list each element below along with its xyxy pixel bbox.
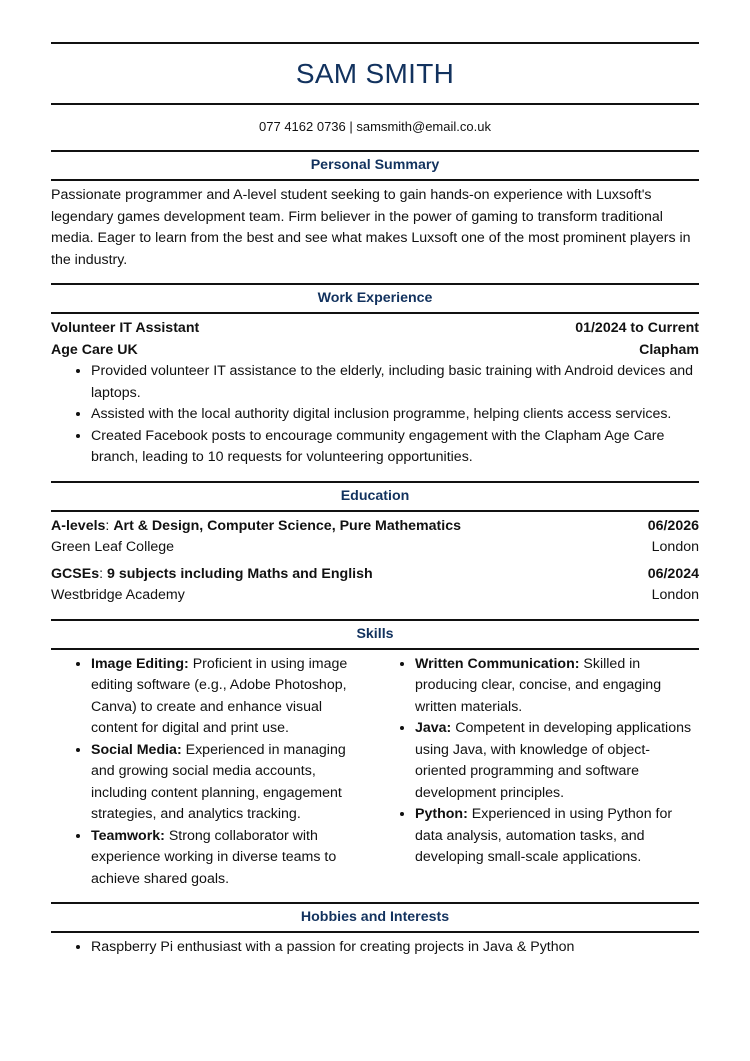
skill-name: Teamwork: xyxy=(91,827,165,844)
section-heading-summary: Personal Summary xyxy=(51,150,699,181)
education-entry: GCSEs: 9 subjects including Maths and English 06/2024 Westbridge Academy London xyxy=(51,564,699,607)
skill-desc: Strong collaborator with experience working in diverse teams to achieve shared goals. xyxy=(91,827,337,887)
skill-item xyxy=(415,718,695,804)
qualification: GCSEs xyxy=(51,565,100,582)
skill-name: Java: xyxy=(415,720,452,736)
skill-desc: Competent in developing applications using Java, with knowledge of object-oriented programming and software development principles. xyxy=(415,720,692,801)
skill-item xyxy=(91,654,371,740)
skill-desc: Skilled in producing clear, concise, and engaging written materials. xyxy=(415,655,662,715)
job-location: Clapham xyxy=(639,341,699,358)
skill-desc: Experienced in using Python for data analysis, automation tasks, and developing small-scale applications. xyxy=(415,806,673,865)
section-heading-work: Work Experience xyxy=(51,283,699,314)
skill-name: Python: xyxy=(415,806,468,822)
skills-right-column xyxy=(375,654,699,891)
skill-name: Image Editing: xyxy=(91,655,189,672)
section-heading-skills: Skills xyxy=(51,619,699,650)
section-heading-hobbies: Hobbies and Interests xyxy=(51,902,699,933)
job-dates: 01/2024 to Current xyxy=(575,320,699,336)
job-company: Age Care UK xyxy=(51,341,138,358)
skill-name: Written Communication: xyxy=(415,655,580,672)
section-heading-education: Education xyxy=(51,481,699,512)
education-date: 06/2024 xyxy=(647,565,699,582)
job-entry xyxy=(51,318,699,469)
list-item: • Assisted with the local authority digital inclusion programme, helping clients access services. xyxy=(91,404,699,426)
skill-desc: Proficient in using image editing software (e.g., Adobe Photoshop, Canva) to create and enhance visual content for digital and print use. xyxy=(91,655,348,736)
skill-name: Social Media: xyxy=(91,741,182,758)
skill-item xyxy=(91,826,371,891)
skill-item xyxy=(415,804,695,869)
contact-line xyxy=(51,105,699,150)
subjects: 9 subjects including Maths and English xyxy=(107,565,373,582)
education-entry: A-levels: Art & Design, Computer Science, Pure Mathematics 06/2026 Green Leaf College London xyxy=(51,516,699,559)
list-item: • Created Facebook posts to encourage community engagement with the Clapham Age Care branch, leading to 10 requests for volunteering opportunities. xyxy=(91,426,699,469)
candidate-name: SAM SMITH xyxy=(295,58,455,89)
resume-page xyxy=(51,0,699,959)
summary-text: Passionate programmer and A-level student seeking to gain hands-on experience with Luxsoft's legendary games development team. Firm believer in the power of gaming to transform traditional media. Eager to learn from the best and see what makes Luxsoft one of the most prominent players in the industry. xyxy=(51,187,691,268)
subjects: Art & Design, Computer Science, Pure Mathematics xyxy=(113,517,461,534)
skills-columns xyxy=(51,654,699,891)
list-item: • Raspberry Pi enthusiast with a passion for creating projects in Java & Python xyxy=(91,937,699,959)
school-location: London xyxy=(651,539,699,555)
skill-item xyxy=(415,654,695,719)
list-item: • Provided volunteer IT assistance to the elderly, including basic training with Android devices and laptops. xyxy=(91,361,699,404)
school-name: Green Leaf College xyxy=(51,539,175,555)
job-title: Volunteer IT Assistant xyxy=(51,320,200,336)
hobbies-list xyxy=(51,937,699,959)
contact-separator: | xyxy=(345,119,357,134)
education-date: 06/2026 xyxy=(647,517,699,534)
school-location: London xyxy=(651,587,699,603)
job-bullets xyxy=(51,361,699,469)
skills-left-column xyxy=(51,654,375,891)
school-name: Westbridge Academy xyxy=(51,587,185,603)
skill-desc: Experienced in managing and growing social media accounts, including content planning, engagement strategies, and analytics tracking. xyxy=(91,741,346,822)
phone-number: 077 4162 0736 xyxy=(259,119,346,134)
qualification: A-levels xyxy=(51,517,106,534)
email-address[interactable]: samsmith@email.co.uk xyxy=(356,119,491,134)
skill-item xyxy=(91,740,371,826)
